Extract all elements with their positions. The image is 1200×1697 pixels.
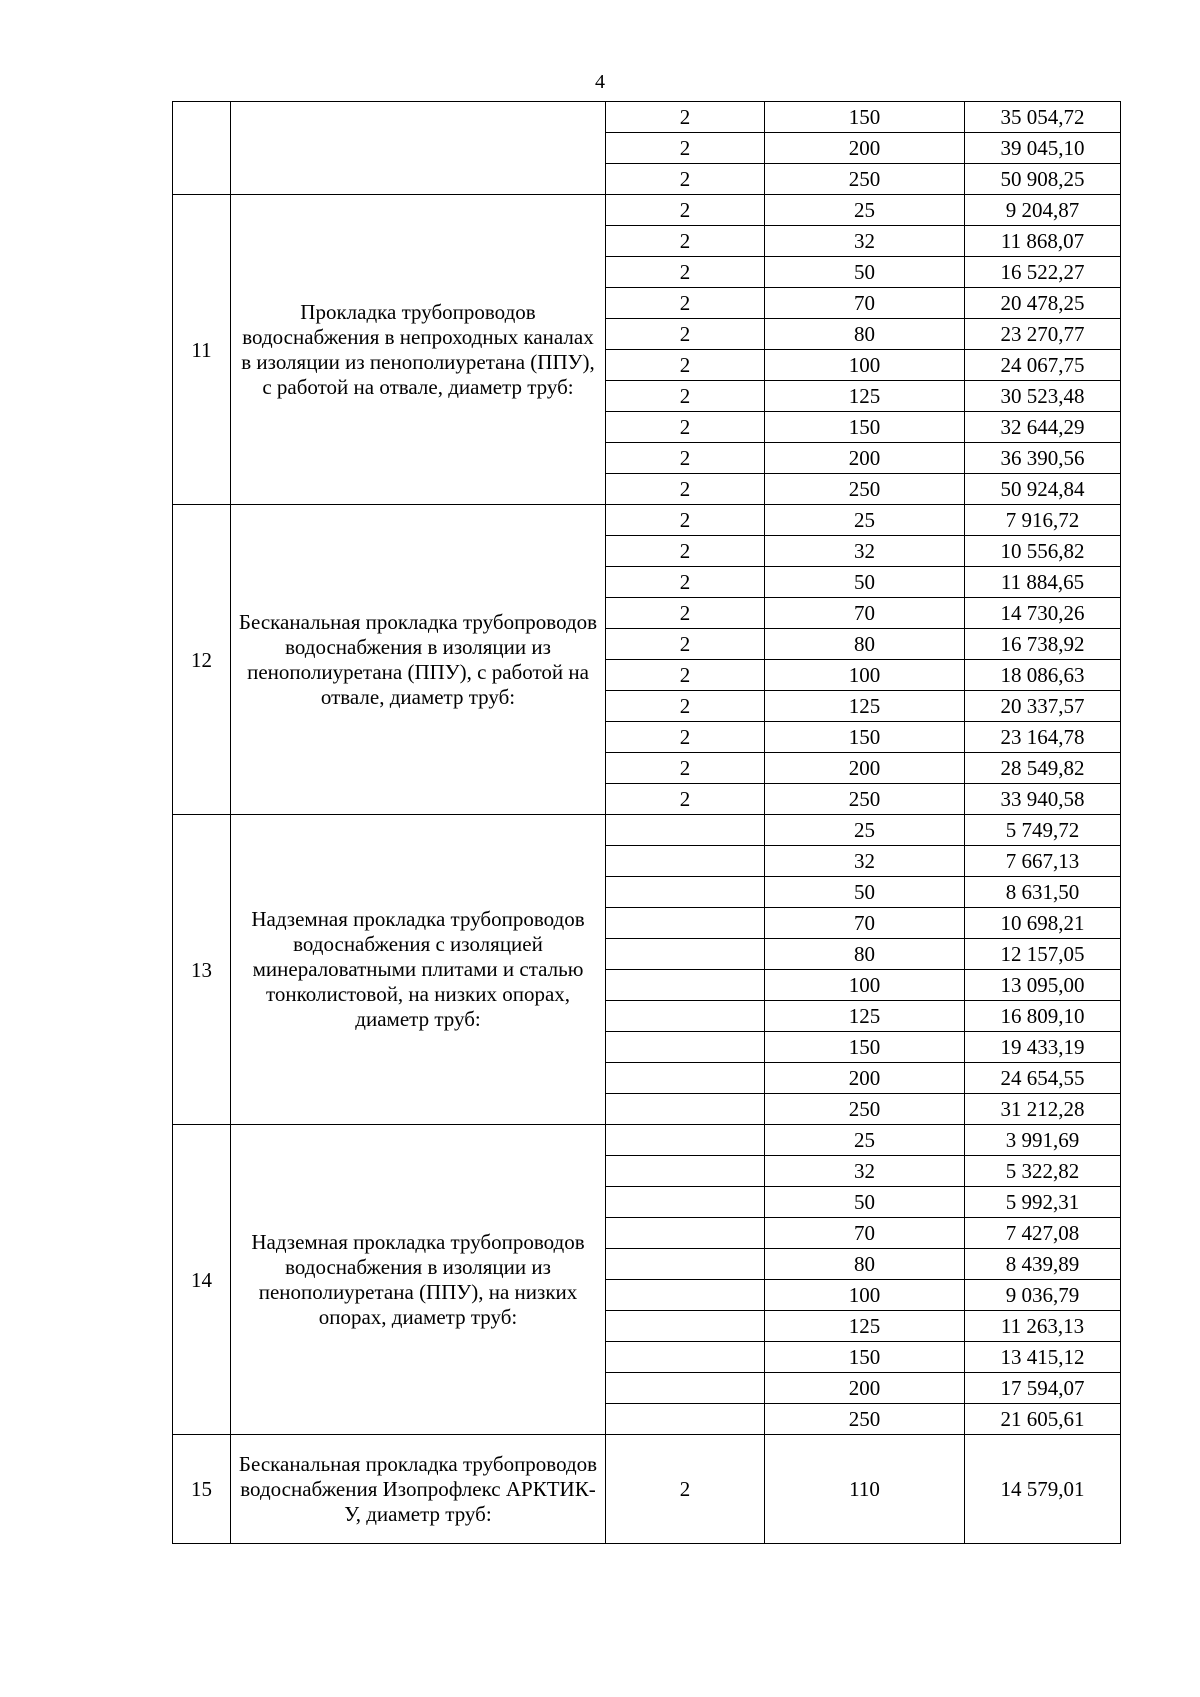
pipe-count-cell <box>606 1063 765 1094</box>
price-cell: 19 433,19 <box>965 1032 1121 1063</box>
diameter-cell: 80 <box>765 939 965 970</box>
price-cell: 14 730,26 <box>965 598 1121 629</box>
diameter-cell: 125 <box>765 1001 965 1032</box>
price-cell: 20 337,57 <box>965 691 1121 722</box>
diameter-cell: 100 <box>765 1280 965 1311</box>
price-cell: 5 749,72 <box>965 815 1121 846</box>
price-cell: 32 644,29 <box>965 412 1121 443</box>
diameter-cell: 70 <box>765 598 965 629</box>
price-cell: 50 924,84 <box>965 474 1121 505</box>
diameter-cell: 200 <box>765 1063 965 1094</box>
diameter-cell: 250 <box>765 1404 965 1435</box>
pipe-count-cell: 2 <box>606 288 765 319</box>
item-description-cell: Бесканальная прокладка трубопроводов водоснабжения Изопрофлекс АРКТИК-У, диаметр труб: <box>231 1435 606 1544</box>
pipe-count-cell <box>606 970 765 1001</box>
price-cell: 11 868,07 <box>965 226 1121 257</box>
diameter-cell: 25 <box>765 505 965 536</box>
pipe-count-cell <box>606 1125 765 1156</box>
pipe-count-cell: 2 <box>606 257 765 288</box>
pipe-count-cell: 2 <box>606 536 765 567</box>
pipe-count-cell: 2 <box>606 133 765 164</box>
item-description-cell <box>231 102 606 195</box>
price-cell: 5 992,31 <box>965 1187 1121 1218</box>
pipe-count-cell: 2 <box>606 381 765 412</box>
pipe-count-cell <box>606 1156 765 1187</box>
item-number-cell: 13 <box>173 815 231 1125</box>
diameter-cell: 110 <box>765 1435 965 1544</box>
price-cell: 16 809,10 <box>965 1001 1121 1032</box>
pipe-count-cell: 2 <box>606 629 765 660</box>
diameter-cell: 150 <box>765 722 965 753</box>
price-cell: 5 322,82 <box>965 1156 1121 1187</box>
pipe-count-cell: 2 <box>606 1435 765 1544</box>
item-number-cell: 15 <box>173 1435 231 1544</box>
diameter-cell: 200 <box>765 443 965 474</box>
price-cell: 24 654,55 <box>965 1063 1121 1094</box>
item-description-cell: Бесканальная прокладка трубопроводов водоснабжения в изоляции из пенополиуретана (ППУ), с работой на отвале, диаметр труб: <box>231 505 606 815</box>
pipe-count-cell: 2 <box>606 164 765 195</box>
price-cell: 14 579,01 <box>965 1435 1121 1544</box>
diameter-cell: 32 <box>765 226 965 257</box>
pipe-count-cell <box>606 1373 765 1404</box>
diameter-cell: 32 <box>765 846 965 877</box>
pipe-count-cell: 2 <box>606 412 765 443</box>
diameter-cell: 250 <box>765 1094 965 1125</box>
price-cell: 7 427,08 <box>965 1218 1121 1249</box>
price-cell: 28 549,82 <box>965 753 1121 784</box>
item-description-cell: Надземная прокладка трубопроводов водоснабжения в изоляции из пенополиуретана (ППУ), на низких опорах, диаметр труб: <box>231 1125 606 1435</box>
pipe-count-cell <box>606 877 765 908</box>
price-cell: 8 439,89 <box>965 1249 1121 1280</box>
diameter-cell: 125 <box>765 1311 965 1342</box>
pipe-count-cell: 2 <box>606 319 765 350</box>
pipe-count-cell: 2 <box>606 660 765 691</box>
item-number-cell: 12 <box>173 505 231 815</box>
pipe-count-cell: 2 <box>606 195 765 226</box>
diameter-cell: 100 <box>765 350 965 381</box>
diameter-cell: 125 <box>765 381 965 412</box>
diameter-cell: 80 <box>765 319 965 350</box>
diameter-cell: 70 <box>765 288 965 319</box>
table-row <box>173 1125 1121 1156</box>
diameter-cell: 32 <box>765 1156 965 1187</box>
price-cell: 10 556,82 <box>965 536 1121 567</box>
price-cell: 13 095,00 <box>965 970 1121 1001</box>
pipe-count-cell <box>606 1032 765 1063</box>
diameter-cell: 200 <box>765 1373 965 1404</box>
pipe-count-cell: 2 <box>606 102 765 133</box>
pipe-count-cell: 2 <box>606 691 765 722</box>
diameter-cell: 150 <box>765 102 965 133</box>
table-body <box>173 102 1121 1544</box>
diameter-cell: 50 <box>765 257 965 288</box>
price-cell: 31 212,28 <box>965 1094 1121 1125</box>
price-cell: 3 991,69 <box>965 1125 1121 1156</box>
diameter-cell: 25 <box>765 195 965 226</box>
pipe-count-cell <box>606 846 765 877</box>
pipe-count-cell: 2 <box>606 474 765 505</box>
price-cell: 12 157,05 <box>965 939 1121 970</box>
price-cell: 7 916,72 <box>965 505 1121 536</box>
diameter-cell: 250 <box>765 164 965 195</box>
pipe-count-cell: 2 <box>606 226 765 257</box>
pipe-count-cell <box>606 815 765 846</box>
pipe-count-cell: 2 <box>606 753 765 784</box>
item-number-cell <box>173 102 231 195</box>
diameter-cell: 100 <box>765 660 965 691</box>
table-row <box>173 505 1121 536</box>
diameter-cell: 50 <box>765 567 965 598</box>
item-description-cell: Прокладка трубопроводов водоснабжения в непроходных каналах в изоляции из пенополиуретана (ППУ), с работой на отвале, диаметр труб: <box>231 195 606 505</box>
pipe-count-cell: 2 <box>606 784 765 815</box>
diameter-cell: 150 <box>765 1342 965 1373</box>
price-cell: 23 164,78 <box>965 722 1121 753</box>
diameter-cell: 200 <box>765 753 965 784</box>
table-row <box>173 195 1121 226</box>
diameter-cell: 100 <box>765 970 965 1001</box>
diameter-cell: 150 <box>765 1032 965 1063</box>
price-cell: 24 067,75 <box>965 350 1121 381</box>
price-cell: 16 522,27 <box>965 257 1121 288</box>
price-cell: 16 738,92 <box>965 629 1121 660</box>
price-cell: 21 605,61 <box>965 1404 1121 1435</box>
diameter-cell: 250 <box>765 784 965 815</box>
price-cell: 20 478,25 <box>965 288 1121 319</box>
pipe-count-cell <box>606 1218 765 1249</box>
pipe-count-cell <box>606 908 765 939</box>
diameter-cell: 250 <box>765 474 965 505</box>
pipe-count-cell <box>606 1094 765 1125</box>
price-cell: 36 390,56 <box>965 443 1121 474</box>
price-cell: 35 054,72 <box>965 102 1121 133</box>
price-cell: 33 940,58 <box>965 784 1121 815</box>
pipe-count-cell <box>606 1249 765 1280</box>
diameter-cell: 32 <box>765 536 965 567</box>
pipe-count-cell <box>606 939 765 970</box>
diameter-cell: 50 <box>765 877 965 908</box>
diameter-cell: 80 <box>765 629 965 660</box>
item-number-cell: 11 <box>173 195 231 505</box>
item-number-cell: 14 <box>173 1125 231 1435</box>
item-description-cell: Надземная прокладка трубопроводов водоснабжения с изоляцией минераловатными плитами и сталью тонколистовой, на низких опорах, диаметр труб: <box>231 815 606 1125</box>
diameter-cell: 50 <box>765 1187 965 1218</box>
pipe-count-cell <box>606 1001 765 1032</box>
price-cell: 11 263,13 <box>965 1311 1121 1342</box>
pipe-count-cell <box>606 1187 765 1218</box>
price-cell: 9 204,87 <box>965 195 1121 226</box>
diameter-cell: 70 <box>765 1218 965 1249</box>
pipe-count-cell <box>606 1280 765 1311</box>
diameter-cell: 150 <box>765 412 965 443</box>
diameter-cell: 200 <box>765 133 965 164</box>
price-cell: 8 631,50 <box>965 877 1121 908</box>
price-cell: 30 523,48 <box>965 381 1121 412</box>
price-cell: 50 908,25 <box>965 164 1121 195</box>
price-cell: 13 415,12 <box>965 1342 1121 1373</box>
table-row <box>173 1435 1121 1544</box>
diameter-cell: 125 <box>765 691 965 722</box>
price-cell: 9 036,79 <box>965 1280 1121 1311</box>
pipe-count-cell: 2 <box>606 505 765 536</box>
pipe-count-cell: 2 <box>606 443 765 474</box>
pipe-count-cell: 2 <box>606 722 765 753</box>
pipe-count-cell: 2 <box>606 598 765 629</box>
pipe-count-cell <box>606 1342 765 1373</box>
diameter-cell: 25 <box>765 815 965 846</box>
diameter-cell: 80 <box>765 1249 965 1280</box>
pipe-count-cell: 2 <box>606 567 765 598</box>
table-row <box>173 815 1121 846</box>
price-cell: 7 667,13 <box>965 846 1121 877</box>
pipe-count-cell <box>606 1404 765 1435</box>
diameter-cell: 70 <box>765 908 965 939</box>
price-cell: 39 045,10 <box>965 133 1121 164</box>
diameter-cell: 25 <box>765 1125 965 1156</box>
table-row <box>173 102 1121 133</box>
price-cell: 18 086,63 <box>965 660 1121 691</box>
price-cell: 17 594,07 <box>965 1373 1121 1404</box>
price-cell: 23 270,77 <box>965 319 1121 350</box>
price-cell: 10 698,21 <box>965 908 1121 939</box>
pipe-count-cell: 2 <box>606 350 765 381</box>
price-cell: 11 884,65 <box>965 567 1121 598</box>
price-table <box>172 101 1121 1544</box>
pipe-count-cell <box>606 1311 765 1342</box>
page-number: 4 <box>595 71 605 93</box>
